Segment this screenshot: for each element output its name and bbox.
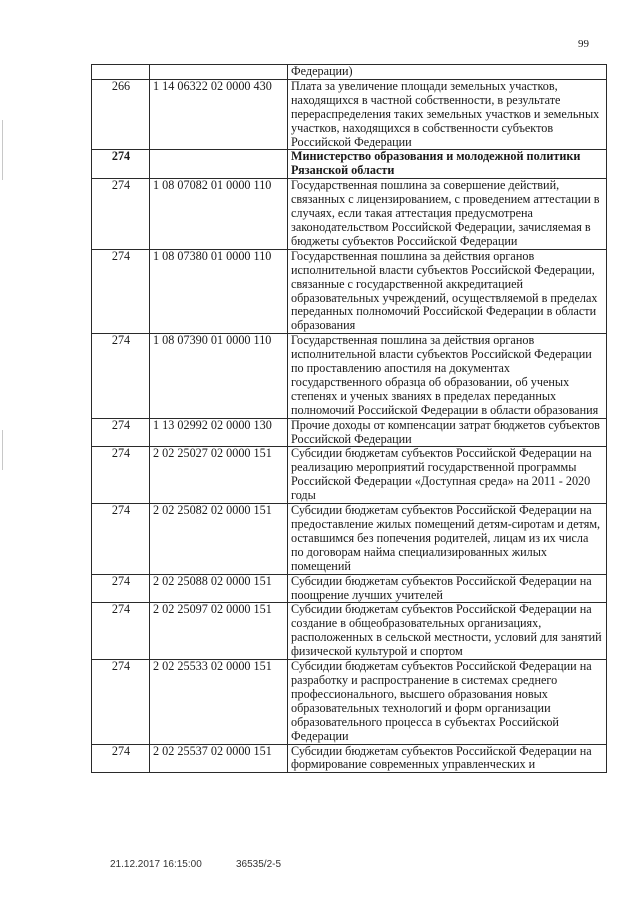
budget-code-cell: 1 08 07082 01 0000 110: [150, 179, 288, 250]
budget-code-cell: 1 08 07390 01 0000 110: [150, 334, 288, 418]
table-row: [92, 660, 607, 744]
ministry-name-cell: Министерство образования и молодежной политики Рязанской области: [288, 150, 607, 179]
description-cell: Государственная пошлина за действия органов исполнительной власти субъектов Российской Федерации, связанные с государственной аккредитацией образовательных учреждений, осуществляемой в пределах переданных полномочий Российской Федерации в области образования: [288, 249, 607, 333]
table-row-ministry-header: [92, 150, 607, 179]
description-cell: Субсидии бюджетам субъектов Российской Федерации на разработку и распространение в системах среднего профессионального, высшего образования новых образовательных технологий и форм организации образовательного процесса в субъектах Российской Федерации: [288, 660, 607, 744]
budget-code-cell: 2 02 25082 02 0000 151: [150, 504, 288, 575]
admin-code-cell: 274: [92, 249, 150, 333]
budget-code-cell: 1 13 02992 02 0000 130: [150, 418, 288, 447]
admin-code-cell: 274: [92, 574, 150, 603]
budget-code-cell: 1 08 07380 01 0000 110: [150, 249, 288, 333]
admin-code-cell: 274: [92, 150, 150, 179]
page-number: 99: [578, 38, 589, 50]
description-cell: Субсидии бюджетам субъектов Российской Федерации на предоставление жилых помещений детям-сиротам и детям, оставшимся без попечения родителей, лицам из их числа по договорам найма специализированных жилых помещений: [288, 504, 607, 575]
description-cell: Государственная пошлина за действия органов исполнительной власти субъектов Российской Федерации по проставлению апостиля на документах государственного образца об образовании, об ученых степенях и ученых званиях в пределах переданных полномочий Российской Федерации в области образования: [288, 334, 607, 418]
budget-code-cell: [150, 150, 288, 179]
admin-code-cell: 274: [92, 744, 150, 773]
scan-edge-mark: [2, 120, 3, 180]
table-row: [92, 65, 607, 80]
budget-code-cell: 2 02 25537 02 0000 151: [150, 744, 288, 773]
document-number: 36535/2-5: [236, 859, 282, 870]
admin-code-cell: 274: [92, 603, 150, 660]
admin-code-cell: 274: [92, 179, 150, 250]
table-row: [92, 504, 607, 575]
budget-code-cell: 1 14 06322 02 0000 430: [150, 79, 288, 150]
table-row: [92, 418, 607, 447]
table-row: [92, 447, 607, 504]
admin-code-cell: 274: [92, 660, 150, 744]
description-cell: Государственная пошлина за совершение действий, связанных с лицензированием, с проведением аттестации в случаях, если такая аттестация предусмотрена законодательством Российской Федерации, зачисляемая в бюджеты субъектов Российской Федерации: [288, 179, 607, 250]
scan-edge-mark: [2, 430, 3, 470]
table-row: [92, 603, 607, 660]
description-cell: Прочие доходы от компенсации затрат бюджетов субъектов Российской Федерации: [288, 418, 607, 447]
admin-code-cell: 274: [92, 447, 150, 504]
table-row: [92, 179, 607, 250]
description-cell: Субсидии бюджетам субъектов Российской Федерации на создание в общеобразовательных организациях, расположенных в сельской местности, условий для занятий физической культурой и спортом: [288, 603, 607, 660]
budget-code-cell: [150, 65, 288, 80]
budget-code-cell: 2 02 25088 02 0000 151: [150, 574, 288, 603]
admin-code-cell: [92, 65, 150, 80]
table-row: [92, 249, 607, 333]
budget-code-cell: 2 02 25533 02 0000 151: [150, 660, 288, 744]
description-cell: Субсидии бюджетам субъектов Российской Федерации на поощрение лучших учителей: [288, 574, 607, 603]
admin-code-cell: 266: [92, 79, 150, 150]
description-cell: Субсидии бюджетам субъектов Российской Федерации на формирование современных управленческих и: [288, 744, 607, 773]
admin-code-cell: 274: [92, 418, 150, 447]
admin-code-cell: 274: [92, 334, 150, 418]
table-row: [92, 79, 607, 150]
budget-code-cell: 2 02 25027 02 0000 151: [150, 447, 288, 504]
description-cell: Субсидии бюджетам субъектов Российской Федерации на реализацию мероприятий государственной программы Российской Федерации «Доступная среда» на 2011 - 2020 годы: [288, 447, 607, 504]
admin-code-cell: 274: [92, 504, 150, 575]
table-row: [92, 744, 607, 773]
table-body: [92, 65, 607, 773]
description-cell: Федерации): [288, 65, 607, 80]
print-datetime: 21.12.2017 16:15:00: [110, 859, 202, 870]
revenue-codes-table: [91, 64, 607, 773]
table-row: [92, 574, 607, 603]
description-cell: Плата за увеличение площади земельных участков, находящихся в частной собственности, в результате перераспределения таких земельных участков и земельных участков, находящихся в собственности субъектов Российской Федерации: [288, 79, 607, 150]
budget-code-cell: 2 02 25097 02 0000 151: [150, 603, 288, 660]
table-row: [92, 334, 607, 418]
